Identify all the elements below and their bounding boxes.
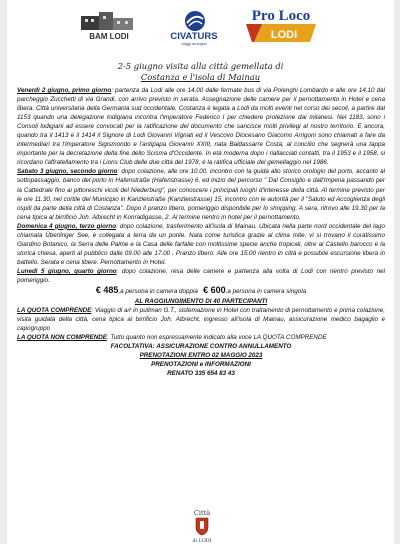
- price-line: [17, 285, 385, 297]
- insurance-note: FACOLTATIVA: ASSICURAZIONE CONTRO ANNULLAMENTO: [110, 343, 292, 351]
- participants-condition: AL RAGGIUNGIMENTO DI 40 PARTECIPANTI: [134, 298, 268, 306]
- includes-heading: LA QUOTA COMPRENDE: [17, 307, 92, 315]
- single-room-price: € 600: [203, 285, 226, 296]
- bam-logo-text: BAM LODI: [89, 32, 129, 41]
- logo-bar: [7, 0, 394, 48]
- day3-heading: Domenica 4 giugno, terzo giorno: [17, 222, 117, 230]
- bam-lodi-logo: [79, 8, 139, 46]
- civaturs-tagline: viaggi da sogno: [181, 42, 207, 46]
- day4-body: : dopo colazione, resa delle camere e partenza alla volta di Lodi con rientro previsto nel pomeriggio.: [17, 267, 385, 284]
- double-room-price: € 485: [95, 285, 119, 296]
- booking-info-label: PRENOTAZIONI e INFORMAZIONI: [151, 361, 251, 369]
- citta-di-lodi-logo: [167, 508, 237, 544]
- day4-heading: Lunedì 5 giugno, quarto giorno: [17, 267, 117, 275]
- citta-logo-text: Città: [193, 509, 211, 517]
- trip-subtitle-line1: 2-5 giugno visita alla città gemellata di: [117, 61, 284, 71]
- includes-paragraph: [17, 306, 385, 333]
- lodi-logo-caption: di LODI: [192, 539, 212, 544]
- day3-paragraph: [17, 222, 385, 267]
- day2-heading: Sabato 3 giugno, secondo giorno: [17, 168, 118, 176]
- day3-body: : dopo colazione, trasferimento all'isola di Mainau. Ubicata nella parte nord occidentale del lago chiamata Überlinger See, è collegata a terra da un ponte. Nata come turistica grazie al clima mite, vi si trovano il curatissimo Giardino Botanico, la Serra delle Palme e la Casa delle farfalle con moltissime specie anche tropicali, oltre al Castello barocco e la storica chiesa, aperti al pubblico dalle 09.00 alle 17.00 . Pranzo libero. Alle ore 15.00 rientro in città e possibile escursione libera in battello. Serata e cena libere. Pernottamento in Hotel.: [17, 222, 385, 266]
- trip-subtitle-line2: Costanza e l'isola di Mainau: [140, 72, 261, 82]
- day1-paragraph: [17, 86, 385, 167]
- day2-body: : dopo colazione, alle ore 10.00, incontro con la guida allo storico orologio del porto, accanto al sottopassaggio, banco del porto in Hafenstraße (Hafenstrasse) 6, ed inizio del percorso " Dal Consiglio e dall'Imperia passando per la Cattedrale fino ai pittoreschi vicoli del Niederburg", per conoscere i principali luoghi d'interesse della città. Al termine previsto per le ore 11.30, nel cortile del Municipio in Kanzleistraße (Kanzleistrasse) 15, incontro con le autorità per il "Saluto ed Accoglienza degli ospiti da parte della città di Costanza". Dopo il pranzo libero, pomeriggio disponibile per lo shopping. A sera, ritrovo alle 19.30 per la cena tipica al birrificio Joh. Albrecht in Konradigasse, 2. Al termine rientro in hotel per il pernottamento.: [17, 168, 385, 221]
- excludes-paragraph: [17, 333, 385, 342]
- itinerary-text: [17, 86, 385, 378]
- booking-deadline: PRENOTAZIONI ENTRO 02 MAGGIO 2023: [139, 352, 263, 360]
- double-room-label: ,a persona in camera doppia: [118, 288, 198, 296]
- civaturs-logo-text: CIVATURS: [170, 31, 218, 42]
- pro-loco-lodi-logo: [240, 4, 322, 46]
- day1-heading: Venerdì 2 giugno, primo giorno: [17, 87, 112, 94]
- contact-phone: RENATO 335 654 83 43: [167, 370, 235, 378]
- excludes-body: : Tutto quanto non espressamente indicato alla voce LA QUOTA COMPRENDE: [106, 334, 327, 342]
- single-room-label: ,a persona in camera singola: [225, 288, 307, 296]
- lodi-logo-text: LODI: [270, 29, 298, 41]
- excludes-heading: LA QUOTA NON COMPRENDE: [17, 334, 107, 342]
- document-page: [7, 0, 394, 544]
- includes-body: : Viaggio di a/r in pullman G.T., sistemazione in Hotel con trattamento di pernottamento e prima colazione, visita guidata della città, cena tipica al birrificio Joh. Albrecht, ingresso all'isola di Mainau, assicurazione medico bagaglio e capogruppo: [17, 307, 385, 333]
- day4-paragraph: [17, 267, 385, 285]
- day1-body: : partenza da Lodi alle ore 14.00 dalle fermate bus di via Polenghi Lombardo e alle ore 14.10 dal parcheggio Zucchetti di via Grandi, con arrivo previsto in serata. Assegnazione delle camere per il pernottamento in Hotel e cena libera. Città universitaria della Germania sud occidentale, Costanza è legata a Lodi da molti eventi nel corso dei secoli, a partire dal 1153 quando una delegazione lodigiana incontra l'imperatore Federico I per chiedere protezione dai milanesi. Nel 1183, sono i Consoli lodigiani ad essere convocati per la ratificazione del documento che sancisce molti privilegi al nostro territorio. E ancora, quando tra il 1413 e il 1414 il Signore di Lodi Giovanni Vignati ed il Vescovo Diocesano Giacomo Arrigoni sono chiamati a fare da intermediari tra l'imperatore Sigismondo e l'antipapa Giovanni XXIII, nata Baldassarre Costa, al concilio che segnerà una tappa importante per la decretazione della fine dello Scisma d'Occidente. In età moderna dopo i riallacciati contatti, tra il 1953 e il 1958, si ricordano l'affratellamento tra i Lions Club delle due città del 1978, e la ratifica ufficiale del gemellaggio nel 1986.: [17, 87, 385, 167]
- civaturs-logo: [159, 9, 229, 47]
- pro-loco-logo-text: Pro Loco: [251, 8, 311, 24]
- day2-paragraph: [17, 167, 385, 221]
